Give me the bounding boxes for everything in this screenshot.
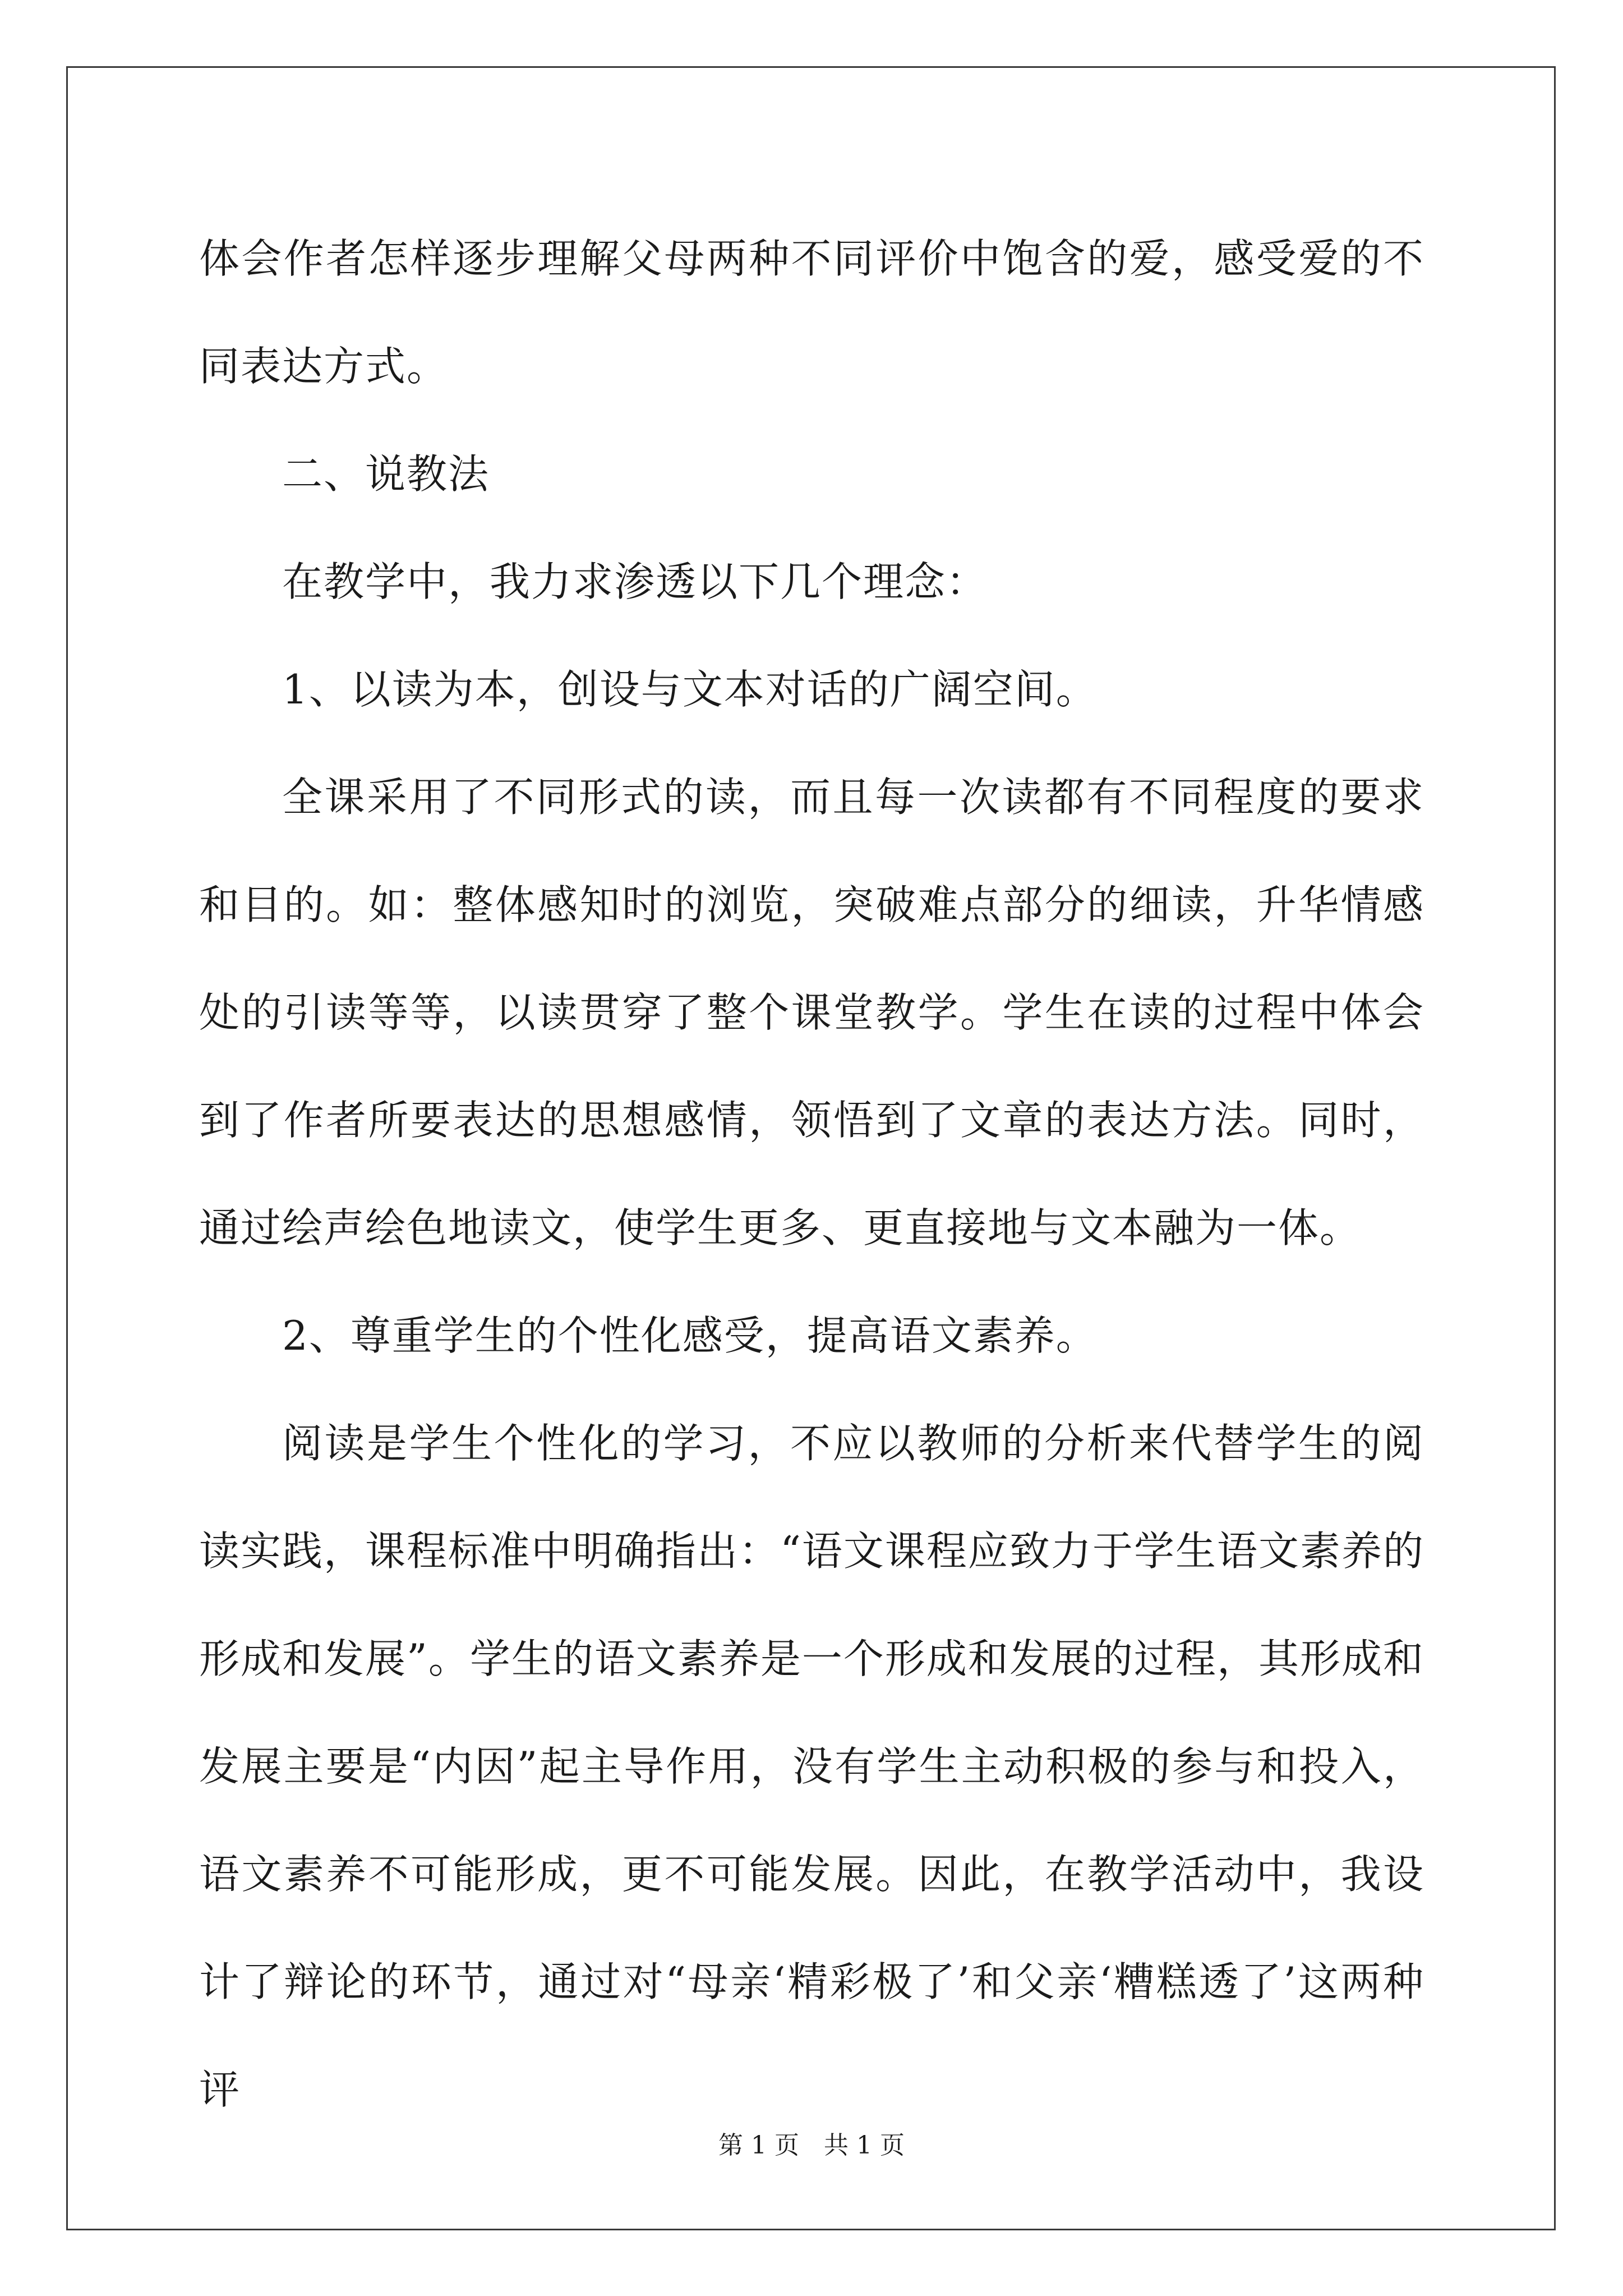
paragraph-3: 在教学中，我力求渗透以下几个理念： [282, 558, 988, 605]
paragraph-5: 全课采用了不同形式的读，而且每一次读都有不同程度的要求和目的。如：整体感知时的浏览，突破难点部分的细读，升华情感处的引读等等，以读贯穿了整个课堂教学。学生在读的过程中体会到了作者所要表达的思想感情，领悟到了文章的表达方法。同时，通过绘声绘色地读文，使学生更多、更直接地与文本融为一体。 [199, 774, 1424, 1251]
paragraph-7: 阅读是学生个性化的学习，不应以教师的分析来代替学生的阅读实践，课程标准中明确指出：“语文课程应致力于学生语文素养的形成和发展”。学生的语文素养是一个形成和发展的过程，其形成和发展主要是“内因”起主导作用，没有学生主动积极的参与和投入，语文素养不可能形成，更不可能发展。因此，在教学活动中，我设计了辩论的环节，通过对“母亲‘精彩极了’和父亲‘糟糕透了’这两种评 [199, 1420, 1424, 2113]
page-footer: 第 1 页 共 1 页 [718, 2131, 905, 2160]
section-heading-teaching-method: 二、说教法 [282, 450, 490, 498]
point-1-heading: 1、以读为本，创设与文本对话的广阔空间。 [282, 666, 1098, 713]
paragraph-1: 体会作者怎样逐步理解父母两种不同评价中饱含的爱，感受爱的不同表达方式。 [199, 235, 1424, 390]
point-2-heading: 2、尊重学生的个性化感受，提高语文素养。 [282, 1312, 1098, 1359]
document-body [199, 205, 1424, 2143]
